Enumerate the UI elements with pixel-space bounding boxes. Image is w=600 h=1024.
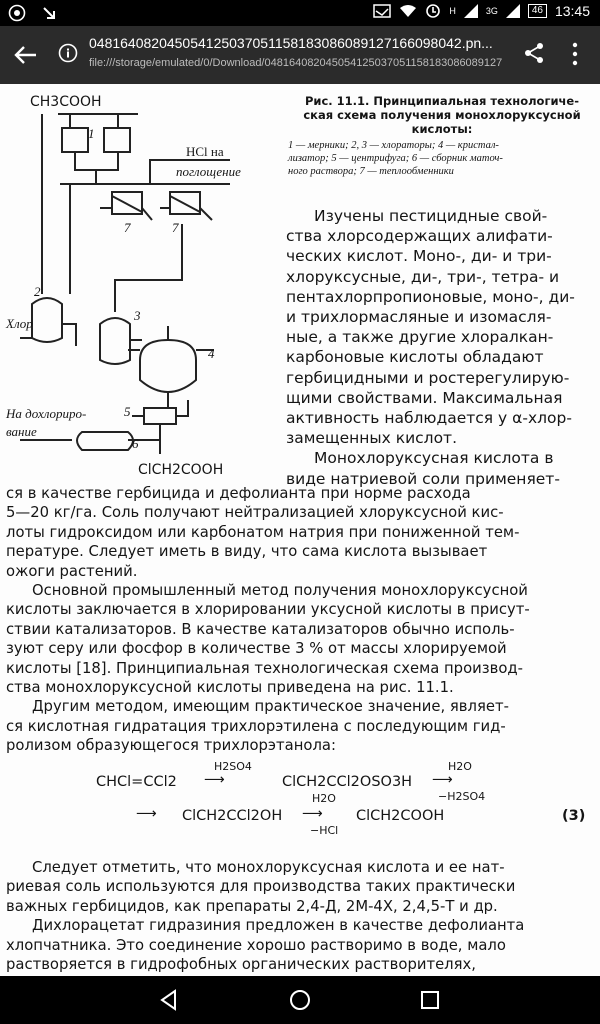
eq-intermediate: ClCH2CCl2OSO3H xyxy=(282,774,413,790)
paragraph-pesticide-properties xyxy=(286,206,596,489)
text-line: хлопчатника. Это соединение хорошо растворимо в воде, мало xyxy=(6,936,506,954)
caption-legend xyxy=(288,139,596,178)
text-line: щими свойствами. Максимальная xyxy=(286,388,563,407)
text-line: Монохлоруксусная кислота в xyxy=(314,449,554,468)
caption-title-line: кислоты: xyxy=(411,122,473,136)
caption-title-line: ская схема получения монохлоруксусной xyxy=(303,108,581,122)
dechlorination-label-1: На дохлориро- xyxy=(6,406,87,421)
eq-number: (3) xyxy=(562,808,586,824)
text-line: замещенных кислот. xyxy=(286,429,458,448)
navigation-bar xyxy=(0,976,600,1024)
clock: 13:45 xyxy=(554,3,590,19)
reaction-equation xyxy=(0,756,600,846)
eq-reactant: CHCl=CCl2 xyxy=(96,774,177,790)
file-path: file:///storage/emulated/0/Download/04816408204505412503705115818308608912​7 xyxy=(89,57,503,69)
collector-number-6: 6 xyxy=(132,436,139,451)
chlorine-label: Хлор xyxy=(6,316,33,331)
text-line: и трихлормасляные и изомасля- xyxy=(286,308,552,327)
text-line: гербицидными и ростерегулирую- xyxy=(286,368,570,387)
eq-arrow3-lead: ⟶ xyxy=(136,806,157,822)
text-line: 5—20 кг/га. Соль получают нейтрализацией хлоруксусной кис- xyxy=(6,504,504,522)
measuring-tank-right xyxy=(104,128,130,152)
exchanger-number-b: 7 xyxy=(172,220,179,235)
text-line: Следует отметить, что монохлоруксусная кислота и ее нат- xyxy=(32,859,505,876)
back-arrow-icon[interactable] xyxy=(12,41,40,69)
tank-number-1: 1 xyxy=(88,126,95,141)
status-bar xyxy=(0,0,600,26)
text-line: ся кислотная гидратация трихлорэтилена с последующим гид- xyxy=(6,717,506,735)
eq-arrow2: ⟶ xyxy=(432,772,453,788)
text-line: Основной промышленный метод получения монохлоруксусной xyxy=(32,582,528,600)
hcl-label-line2: поглощение xyxy=(176,164,241,179)
recents-nav-icon[interactable] xyxy=(418,988,442,1012)
text-line: пературе. Следует иметь в виду, что сама кислота вызывает xyxy=(6,543,488,561)
process-flow-diagram xyxy=(0,84,280,504)
signal-icon xyxy=(464,4,478,18)
caption-legend-line: лизатор; 5 — центрифуга; 6 — сборник маточ- xyxy=(288,153,503,164)
back-nav-icon[interactable] xyxy=(157,988,181,1012)
crystallizer-number-4: 4 xyxy=(208,346,215,361)
eq-arrow2-top: H2O xyxy=(448,760,472,773)
text-line: Дихлорацетат гидразиния предложен в качестве дефолианта xyxy=(32,917,525,935)
text-line: кислоты [18]. Принципиальная технологическая схема производ- xyxy=(6,659,523,677)
text-line: хлоруксусные, ди-, три-, тетра- и xyxy=(286,267,560,286)
text-line: риевая соль используются для производства таких практически xyxy=(6,878,516,896)
mother-liquor-collector xyxy=(77,432,133,450)
battery-icon xyxy=(528,4,547,18)
overflow-menu-icon[interactable] xyxy=(571,41,579,67)
text-line: Другим методом, имеющим практическое значение, являет- xyxy=(32,698,509,716)
eq-arrow2-bottom: −H2SO4 xyxy=(438,790,486,803)
eq-arrow1: ⟶ xyxy=(204,772,225,788)
feed-label: CH3COOH xyxy=(30,94,102,110)
network-label-3g: 3G xyxy=(485,6,498,16)
chlorinator-left xyxy=(32,298,62,342)
text-line: ческих кислот. Моно-, ди- и три- xyxy=(286,247,552,266)
text-line: кислоты заключается в хлорировании уксусной кислоты в присут- xyxy=(6,601,530,619)
text-line: ролизом образующегося трихлорэтанола: xyxy=(6,737,336,755)
centrifuge-number-5: 5 xyxy=(124,404,131,419)
exchanger-number-a: 7 xyxy=(124,220,131,235)
text-line: виде натриевой соли применяет- xyxy=(286,469,560,488)
text-line: ожоги растений. xyxy=(6,562,138,580)
measuring-tank-left xyxy=(62,128,88,152)
chlorinator-number-3: 3 xyxy=(134,308,141,323)
text-line: ства хлорсодержащих алифати- xyxy=(286,227,553,246)
eq-arrow1-label: H2SO4 xyxy=(214,760,252,773)
app-toolbar xyxy=(0,26,600,84)
info-icon[interactable] xyxy=(58,43,78,63)
eq-arrow3: ⟶ xyxy=(302,806,323,822)
body-text xyxy=(6,484,594,756)
document-view[interactable] xyxy=(0,84,600,976)
text-line: пентахлорпропионовые, моно-, ди- xyxy=(286,287,575,306)
text-line: ства монохлоруксусной кислоты приведена на рис. 11.1. xyxy=(6,679,454,697)
crystallizer xyxy=(140,340,196,392)
chlorinator-right xyxy=(100,318,130,364)
caption-legend-line: 1 — мерники; 2, 3 — хлораторы; 4 — кристал- xyxy=(288,140,499,151)
figure-caption xyxy=(288,94,596,178)
hcl-label-line1: HCl на xyxy=(186,144,224,159)
text-line: карбоновые кислоты обладают xyxy=(286,348,544,367)
text-line: зуют серу или фосфор в количестве 3 % от массы хлорируемой xyxy=(6,640,507,658)
signal-icon-2 xyxy=(506,4,520,18)
centrifuge xyxy=(144,408,176,424)
text-line: растворяется в гидрофобных органических растворителях, xyxy=(6,956,476,974)
download-icon xyxy=(40,4,58,22)
text-line: активность наблюдается у α-хлор- xyxy=(286,409,572,428)
text-line: ные, а также другие хлоралкан- xyxy=(286,328,554,347)
text-line: Изучены пестицидные свой- xyxy=(314,207,548,225)
battery-level: 46 xyxy=(531,5,543,16)
text-line: лоты гидроксидом или карбонатом натрия при пониженной тем- xyxy=(6,523,520,541)
eq-product: ClCH2COOH xyxy=(356,808,445,824)
camera-icon xyxy=(8,4,26,22)
wifi-icon xyxy=(399,4,417,18)
product-label: ClCH2COOH xyxy=(138,462,224,478)
dechlorination-label-2: вание xyxy=(6,424,37,439)
caption-title xyxy=(288,94,596,136)
cast-icon xyxy=(373,4,391,18)
text-line: ствии катализаторов. В качестве катализаторов обычно исполь- xyxy=(6,620,515,638)
share-icon[interactable] xyxy=(522,41,546,65)
network-label-h: H xyxy=(449,6,456,16)
text-line: важных гербицидов, как препараты 2,4-Д, 2М-4Х, 2,4,5-Т и др. xyxy=(6,897,498,915)
text-line: ся в качестве гербицида и дефолианта при норме расхода xyxy=(6,485,471,502)
caption-legend-line: ного раствора; 7 — теплообменники xyxy=(288,166,454,177)
caption-title-line: Рис. 11.1. Принципиальная технологиче- xyxy=(304,94,579,108)
sync-icon xyxy=(425,3,441,19)
eq-arrow3-top: H2O xyxy=(312,792,336,805)
home-nav-icon[interactable] xyxy=(288,988,312,1012)
eq-line2-left: ClCH2CCl2OH xyxy=(182,808,283,824)
body-text-bottom xyxy=(6,858,594,974)
file-title: 0481640820450541250370511581830860891271660980​42.pn... xyxy=(89,35,493,51)
eq-arrow3-bottom: −HCl xyxy=(310,824,339,837)
chlorinator-number-2: 2 xyxy=(34,284,41,299)
